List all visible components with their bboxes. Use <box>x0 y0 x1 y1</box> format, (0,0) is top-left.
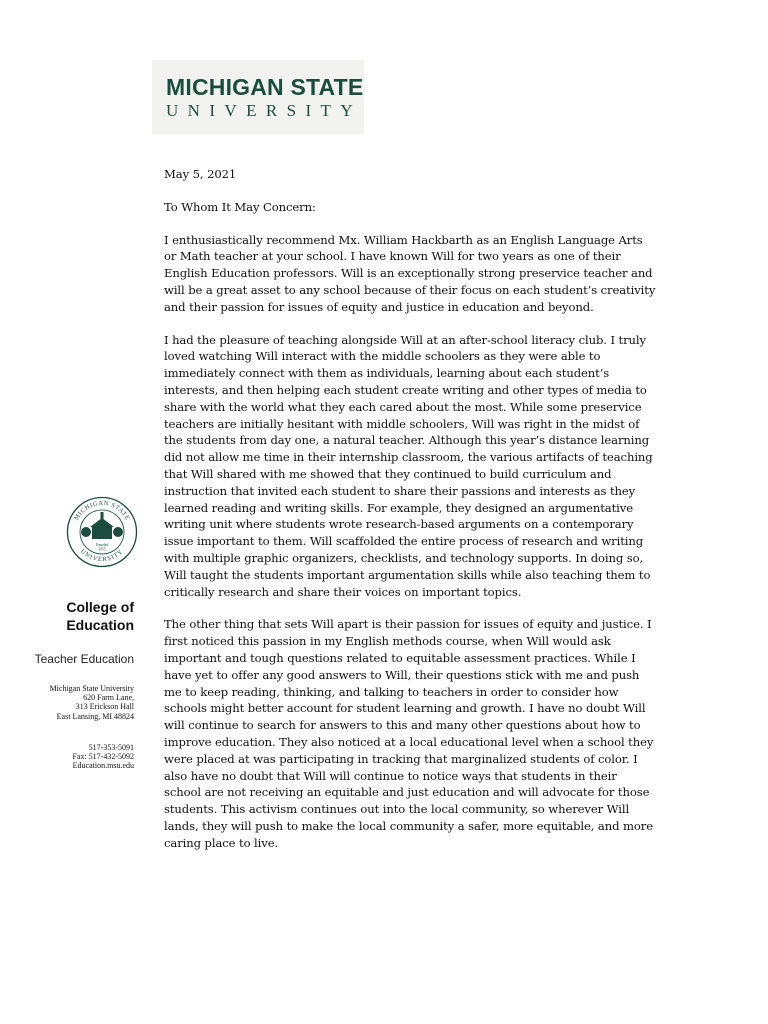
address-line: Michigan State University <box>49 684 134 693</box>
fax-number: Fax: 517-432-5092 <box>72 752 134 762</box>
address-line: 620 Farm Lane, <box>83 693 134 703</box>
letter-body <box>164 166 656 867</box>
letter-salutation: To Whom It May Concern: <box>164 199 316 214</box>
seal-founded: Founded <box>95 543 109 547</box>
department-name: Teacher Education <box>34 652 134 666</box>
letter-date: May 5, 2021 <box>164 167 237 181</box>
college-name-line2: Education <box>66 617 134 633</box>
logo-line-2: UNIVERSITY <box>166 101 362 120</box>
seal-bottom-text: UNIVERSITY <box>79 547 125 564</box>
website: Education.msu.edu <box>72 761 134 771</box>
letter-paragraph: I had the pleasure of teaching alongside Will at an after-school literacy club. I truly loved watching Will interact with the middle schoolers as they were able to immediately connect with them as individuals, learning about each student’s interests, and then helping each student create writing and other types of media to share with the world what they each cared about the most. While some preservice teachers are initially hesitant with middle schoolers, Will was right in the midst of the students from day one, a natural teacher. Although this year’s distance learning did not allow me time in their internship classroom, the various artifacts of teaching that Will shared with me showed that they continued to build curriculum and instruction that invited each student to share their passions and interests as they learned reading and writing skills. For example, they designed an argumentative writing unit where students wrote research-based arguments on a contemporary issue important to them. Will scaffolded the entire process of research and writing with multiple graphic organizers, checklists, and technology supports. In doing so, Will taught the students important argumentation skills while also teaching them to critically research and share their voices on important topics. <box>164 332 653 599</box>
university-seal-icon <box>66 496 138 568</box>
msu-wordmark-logo <box>152 60 364 134</box>
seal-year: 1855 <box>98 547 106 552</box>
address-line: 313 Erickson Hall <box>75 702 134 712</box>
contact-info <box>72 743 134 771</box>
college-name-line1: College of <box>66 599 134 615</box>
letter-paragraph: The other thing that sets Will apart is their passion for issues of equity and justice. I first noticed this passion in my English methods course, when Will would ask important and tough questions related to equitable assessment practices. While I have yet to offer any good answers to Will, their questions stick with me and push me to keep reading, thinking, and talking to teachers in order to consider how schools might better account for student learning and growth. I have no doubt Will will continue to search for answers to this and many other questions about how to improve education. They also noticed at a local educational level when a school they were placed at was participating in tracking that marginalized students of color. I also have no doubt that Will will continue to notice ways that students in their school are not receiving an equitable and just education and will advocate for those students. This activism continues out into the local community, so wherever Will lands, they will push to make the local community a safer, more equitable, and more caring place to live. <box>164 617 654 850</box>
address-line: East Lansing, MI 48824 <box>56 711 134 721</box>
phone-number: 517-353-5091 <box>88 743 134 752</box>
logo-line-1: MICHIGAN STATE <box>166 74 364 100</box>
seal-top-text: MICHIGAN STATE <box>73 499 131 522</box>
college-name <box>66 598 134 634</box>
mailing-address <box>50 684 134 721</box>
letter-paragraph: I enthusiastically recommend Mx. William Hackbarth as an English Language Arts or Math teacher at your school. I have known Will for two years as one of their English Education professors. Will is an exceptionally strong preservice teacher and will be a great asset to any school because of their focus on each student’s creativity and their passion for issues of equity and justice in education and beyond. <box>164 232 656 314</box>
